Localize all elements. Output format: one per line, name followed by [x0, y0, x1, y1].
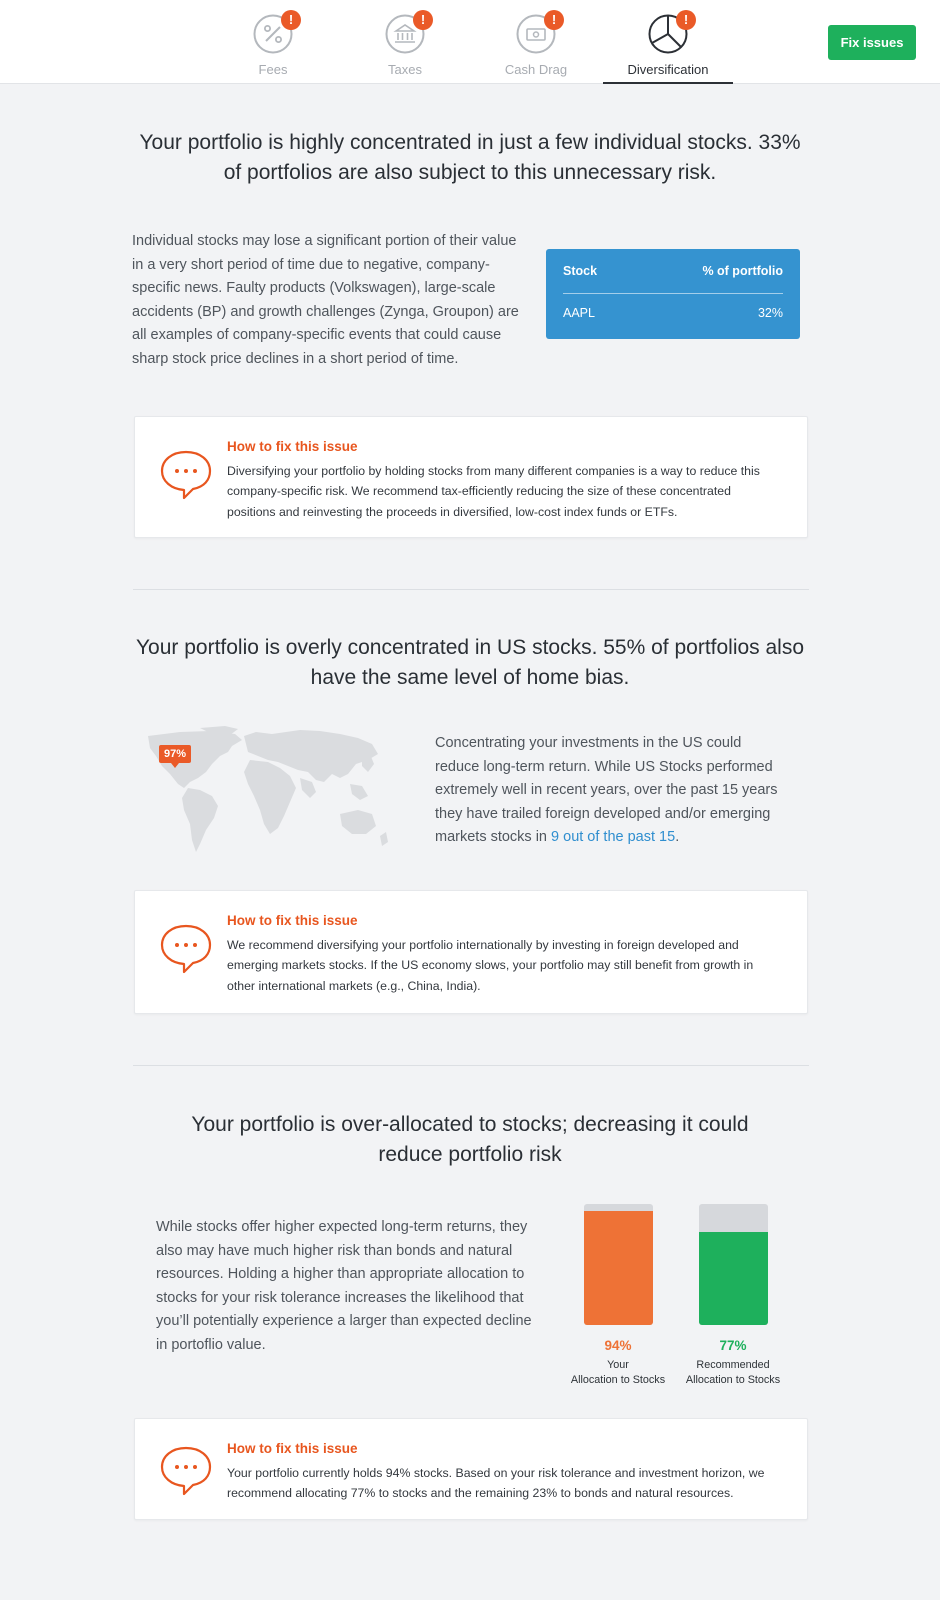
stock-percent: 32%: [757, 306, 783, 320]
your-allocation-label: [558, 1358, 678, 1388]
fix-text: We recommend diversifying your portfolio internationally by investing in foreign developed and emerging markets stocks. If the US economy slows, your portfolio may still benefit from growth in other international markets (e.g., China, India).: [227, 938, 754, 993]
section-body: [435, 732, 780, 850]
tab-label: Cash Drag: [504, 62, 568, 77]
fix-title: How to fix this issue: [227, 913, 358, 928]
alert-badge: !: [413, 10, 433, 30]
section-body: While stocks offer higher expected long-term returns, they also may have much higher risk than bonds and natural resources. Holding a higher than appropriate allocation to stocks for your risk tolerance increases the likelihood that you’ll potentially experience a larger than expected decline in portoflio value.: [156, 1219, 532, 1353]
tab-cash-drag[interactable]: [471, 0, 601, 84]
section-body: Individual stocks may lose a significant portion of their value in a very short period of time due to negative, company-specific news. Faulty products (Volkswagen), large-scale accidents (BP) and growth challenges (Zynga, Groupon) are all examples of company-specific events that could cause sharp stock price declines in a short period of time.: [132, 233, 519, 367]
tab-label: Fees: [258, 62, 288, 77]
stock-symbol: AAPL: [563, 306, 595, 320]
bar-fill: [584, 1211, 653, 1325]
tab-fees[interactable]: [208, 0, 338, 84]
chat-bubble-icon: [159, 449, 213, 501]
fix-issue-card: [134, 890, 808, 1014]
section-heading: Your portfolio is highly concentrated in just a few individual stocks. 33% of portfolios are also subject to this unnecessary risk.: [139, 131, 801, 184]
bar-label-line2: Allocation to Stocks: [685, 1374, 781, 1386]
tab-taxes[interactable]: [340, 0, 470, 84]
tab-diversification[interactable]: [603, 0, 733, 84]
section-heading: Your portfolio is over-allocated to stocks; decreasing it could reduce portfolio risk: [191, 1113, 749, 1166]
body-text: Concentrating your investments in the US could reduce long-term return. While US Stocks performed extremely well in recent years, over the past 15 years they have trailed foreign developed and/or emerging markets stocks in: [435, 735, 778, 846]
alert-badge: !: [676, 10, 696, 30]
tab-label: Diversification: [627, 62, 709, 77]
table-header: [563, 264, 783, 294]
bar-fill: [699, 1232, 768, 1325]
fix-text: Diversifying your portfolio by holding stocks from many different companies is a way to reduce this company-specific risk. We recommend tax-efficiently reducing the size of these concentrated positions and reinvesting the proceeds in diversified, low-cost index funds or ETFs.: [227, 464, 760, 519]
alert-badge: !: [544, 10, 564, 30]
column-header-percent: % of portfolio: [702, 264, 783, 278]
bar-label-line1: Your: [607, 1359, 629, 1371]
fix-issue-card: [134, 1418, 808, 1520]
section-heading: Your portfolio is overly concentrated in US stocks. 55% of portfolios also have the same level of home bias.: [135, 636, 805, 689]
fix-issue-card: [134, 416, 808, 538]
top-nav-bar: [0, 0, 940, 84]
recommended-allocation-bar: [699, 1204, 768, 1325]
alert-badge: !: [281, 10, 301, 30]
fix-text: Your portfolio currently holds 94% stocks. Based on your risk tolerance and investment horizon, we recommend allocating 77% to stocks and the remaining 23% to bonds and natural resources.: [227, 1466, 765, 1501]
tab-label: Taxes: [388, 62, 422, 77]
column-header-stock: Stock: [563, 264, 598, 278]
map-badge: 97%: [159, 745, 191, 763]
body-text-end: .: [675, 829, 680, 846]
chat-bubble-icon: [159, 923, 213, 975]
fix-issues-button[interactable]: Fix issues: [828, 25, 916, 60]
fix-title: How to fix this issue: [227, 439, 358, 454]
past-15-years-link[interactable]: 9 out of the past 15: [551, 829, 676, 846]
divider: [133, 1065, 809, 1066]
your-allocation-value: 94%: [604, 1338, 632, 1353]
divider: [133, 589, 809, 590]
bar-label-line2: Allocation to Stocks: [570, 1374, 666, 1386]
fix-title: How to fix this issue: [227, 1441, 358, 1456]
chat-bubble-icon: [159, 1445, 213, 1497]
bar-label-line1: Recommended: [696, 1359, 770, 1371]
stock-table: [546, 249, 800, 339]
recommended-allocation-value: 77%: [719, 1338, 747, 1353]
your-allocation-bar: [584, 1204, 653, 1325]
recommended-allocation-label: [673, 1358, 793, 1388]
